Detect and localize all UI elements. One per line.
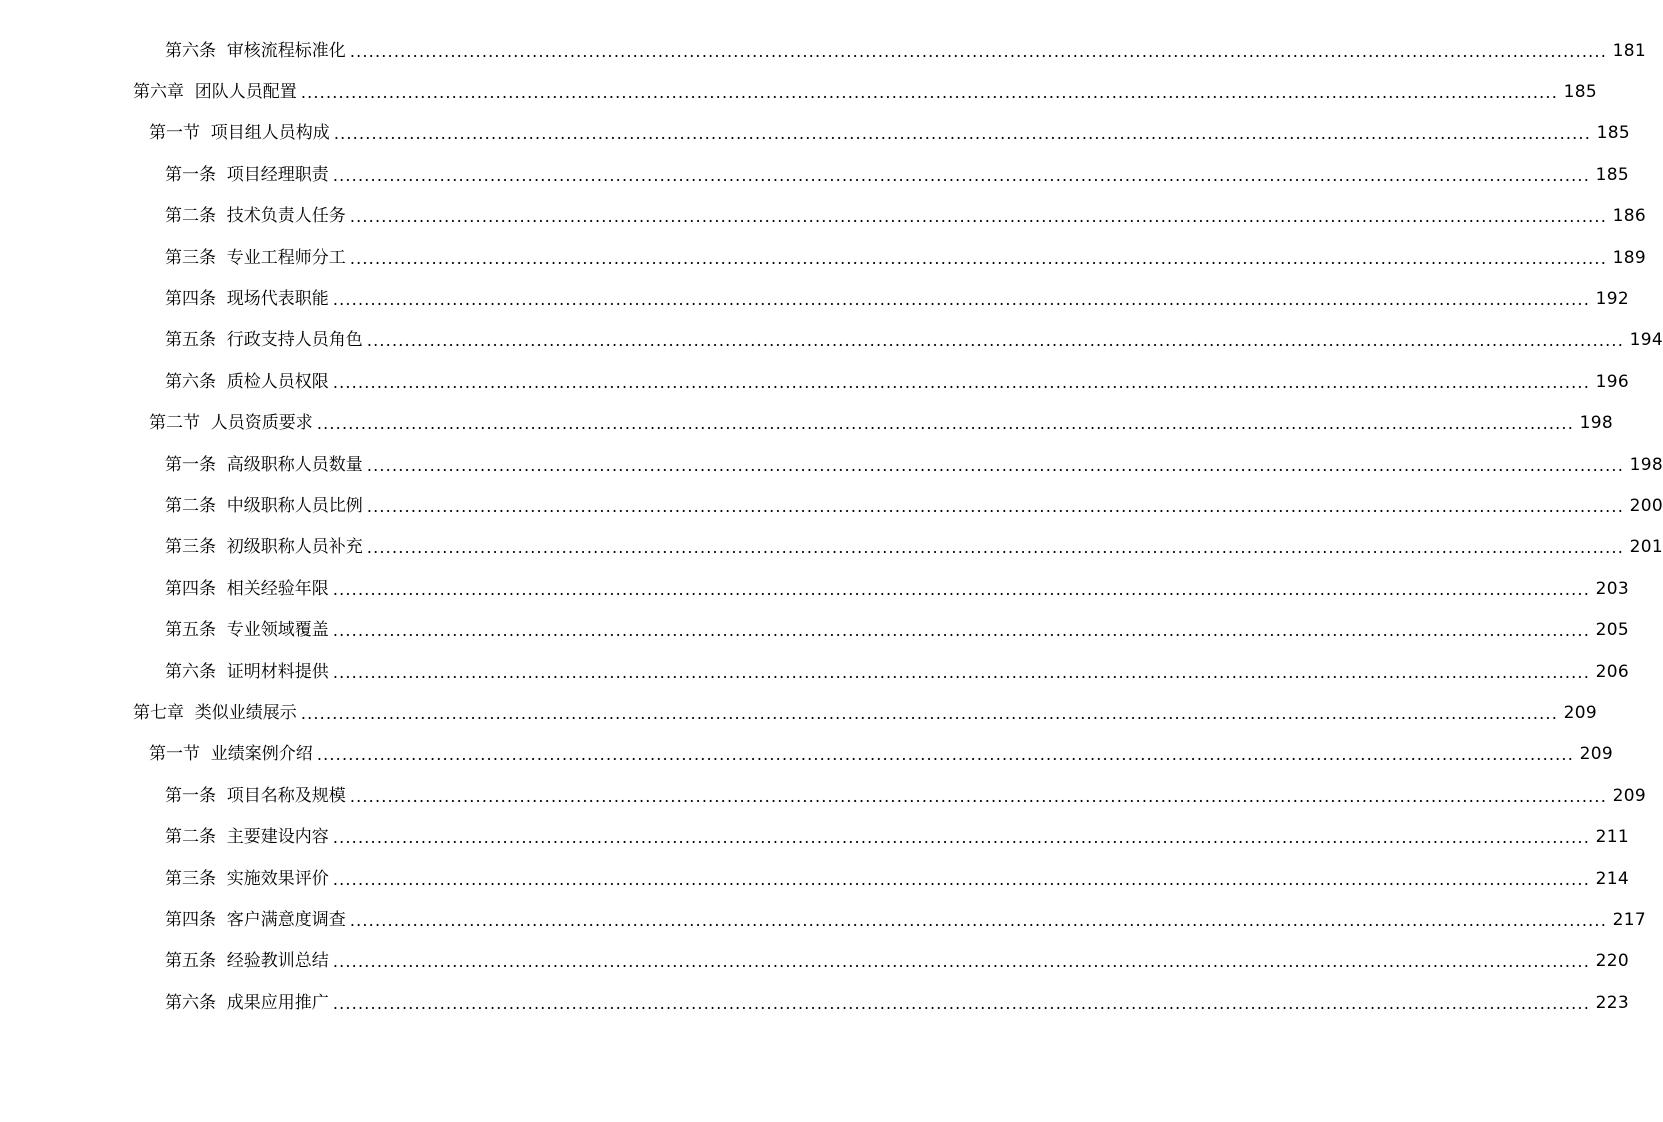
toc-dot-leader: ........................................................................................................................................................................................................ bbox=[349, 248, 1607, 268]
toc-dot-leader: ........................................................................................................................................................................................................ bbox=[349, 910, 1607, 930]
toc-entry-title: 第四条 现场代表职能 bbox=[165, 289, 329, 310]
toc-entry-title: 第三条 初级职称人员补充 bbox=[165, 537, 363, 558]
toc-entry-title: 第五条 行政支持人员角色 bbox=[165, 330, 363, 351]
toc-entry-page-number: 181 bbox=[1612, 40, 1646, 61]
toc-entry-article[interactable] bbox=[0, 775, 1646, 816]
toc-entry-title: 第六条 证明材料提供 bbox=[165, 661, 329, 682]
toc-entry-article[interactable] bbox=[0, 568, 1629, 609]
toc-entry-article[interactable] bbox=[0, 527, 1663, 568]
toc-entry-article[interactable] bbox=[0, 154, 1629, 195]
toc-entry-page-number: 200 bbox=[1629, 495, 1663, 516]
toc-dot-leader: ........................................................................................................................................................................................................ bbox=[349, 207, 1607, 227]
toc-entry-article[interactable] bbox=[0, 941, 1629, 982]
toc-entry-page-number: 209 bbox=[1612, 785, 1646, 806]
toc-entry-page-number: 201 bbox=[1629, 537, 1663, 558]
toc-entry-page-number: 220 bbox=[1595, 951, 1629, 972]
toc-entry-article[interactable] bbox=[0, 899, 1646, 940]
toc-entry-title: 第二条 中级职称人员比例 bbox=[165, 495, 363, 516]
toc-entry-title: 第一条 高级职称人员数量 bbox=[165, 454, 363, 475]
toc-dot-leader: ........................................................................................................................................................................................................ bbox=[332, 372, 1590, 392]
toc-entry-article[interactable] bbox=[0, 278, 1629, 319]
toc-entry-page-number: 196 bbox=[1595, 371, 1629, 392]
toc-entry-title: 第二条 技术负责人任务 bbox=[165, 206, 346, 227]
toc-entry-article[interactable] bbox=[0, 816, 1629, 857]
toc-entry-article[interactable] bbox=[0, 651, 1629, 692]
toc-entry-article[interactable] bbox=[0, 982, 1629, 1023]
toc-entry-page-number: 205 bbox=[1595, 620, 1629, 641]
toc-entry-title: 第一条 项目名称及规模 bbox=[165, 785, 346, 806]
toc-dot-leader: ........................................................................................................................................................................................................ bbox=[366, 331, 1624, 351]
toc-entry-section[interactable] bbox=[0, 734, 1613, 775]
toc-entry-section[interactable] bbox=[0, 403, 1613, 444]
toc-entry-article[interactable] bbox=[0, 444, 1663, 485]
toc-entry-article[interactable] bbox=[0, 858, 1629, 899]
toc-dot-leader: ........................................................................................................................................................................................................ bbox=[332, 579, 1590, 599]
toc-dot-leader: ........................................................................................................................................................................................................ bbox=[333, 124, 1591, 144]
toc-entry-title: 第三条 实施效果评价 bbox=[165, 868, 329, 889]
toc-entry-page-number: 203 bbox=[1595, 578, 1629, 599]
toc-entry-article[interactable] bbox=[0, 237, 1646, 278]
toc-dot-leader: ........................................................................................................................................................................................................ bbox=[300, 83, 1558, 103]
toc-entry-title: 第二节 人员资质要求 bbox=[149, 413, 313, 434]
toc-dot-leader: ........................................................................................................................................................................................................ bbox=[316, 745, 1574, 765]
toc-dot-leader: ........................................................................................................................................................................................................ bbox=[332, 662, 1590, 682]
toc-dot-leader: ........................................................................................................................................................................................................ bbox=[349, 786, 1607, 806]
toc-entry-title: 第六章 团队人员配置 bbox=[133, 82, 297, 103]
toc-dot-leader: ........................................................................................................................................................................................................ bbox=[332, 290, 1590, 310]
toc-entry-page-number: 189 bbox=[1612, 247, 1646, 268]
toc-entry-title: 第五条 专业领域覆盖 bbox=[165, 620, 329, 641]
toc-dot-leader: ........................................................................................................................................................................................................ bbox=[349, 41, 1607, 61]
toc-entry-title: 第三条 专业工程师分工 bbox=[165, 247, 346, 268]
toc-dot-leader: ........................................................................................................................................................................................................ bbox=[332, 621, 1590, 641]
toc-dot-leader: ........................................................................................................................................................................................................ bbox=[332, 828, 1590, 848]
toc-entry-title: 第七章 类似业绩展示 bbox=[133, 702, 297, 723]
toc-dot-leader: ........................................................................................................................................................................................................ bbox=[332, 165, 1590, 185]
toc-entry-page-number: 214 bbox=[1595, 868, 1629, 889]
toc-entry-title: 第一节 项目组人员构成 bbox=[149, 123, 330, 144]
toc-entry-chapter[interactable] bbox=[0, 692, 1597, 733]
toc-entry-page-number: 223 bbox=[1595, 992, 1629, 1013]
toc-dot-leader: ........................................................................................................................................................................................................ bbox=[300, 703, 1558, 723]
toc-entry-page-number: 185 bbox=[1563, 82, 1597, 103]
toc-entry-page-number: 211 bbox=[1595, 827, 1629, 848]
toc-entry-page-number: 186 bbox=[1612, 206, 1646, 227]
toc-entry-title: 第六条 质检人员权限 bbox=[165, 371, 329, 392]
toc-entry-title: 第二条 主要建设内容 bbox=[165, 827, 329, 848]
table-of-contents bbox=[0, 30, 1663, 1023]
toc-dot-leader: ........................................................................................................................................................................................................ bbox=[332, 869, 1590, 889]
toc-dot-leader: ........................................................................................................................................................................................................ bbox=[366, 455, 1624, 475]
toc-entry-article[interactable] bbox=[0, 320, 1663, 361]
toc-entry-page-number: 206 bbox=[1595, 661, 1629, 682]
toc-entry-chapter[interactable] bbox=[0, 71, 1597, 112]
toc-entry-title: 第六条 成果应用推广 bbox=[165, 992, 329, 1013]
toc-entry-title: 第五条 经验教训总结 bbox=[165, 951, 329, 972]
toc-entry-page-number: 185 bbox=[1595, 164, 1629, 185]
toc-entry-page-number: 185 bbox=[1596, 123, 1630, 144]
toc-entry-page-number: 209 bbox=[1579, 744, 1613, 765]
toc-entry-page-number: 217 bbox=[1612, 909, 1646, 930]
toc-dot-leader: ........................................................................................................................................................................................................ bbox=[332, 952, 1590, 972]
toc-entry-article[interactable] bbox=[0, 485, 1663, 526]
toc-entry-article[interactable] bbox=[0, 609, 1629, 650]
toc-entry-page-number: 198 bbox=[1579, 413, 1613, 434]
toc-dot-leader: ........................................................................................................................................................................................................ bbox=[316, 414, 1574, 434]
toc-entry-page-number: 192 bbox=[1595, 289, 1629, 310]
toc-dot-leader: ........................................................................................................................................................................................................ bbox=[366, 496, 1624, 516]
toc-entry-title: 第一节 业绩案例介绍 bbox=[149, 744, 313, 765]
toc-entry-section[interactable] bbox=[0, 113, 1630, 154]
toc-entry-article[interactable] bbox=[0, 196, 1646, 237]
toc-entry-page-number: 198 bbox=[1629, 454, 1663, 475]
toc-entry-page-number: 209 bbox=[1563, 702, 1597, 723]
toc-entry-title: 第六条 审核流程标准化 bbox=[165, 40, 346, 61]
toc-entry-title: 第一条 项目经理职责 bbox=[165, 164, 329, 185]
toc-entry-page-number: 194 bbox=[1629, 330, 1663, 351]
toc-dot-leader: ........................................................................................................................................................................................................ bbox=[366, 538, 1624, 558]
toc-entry-title: 第四条 客户满意度调查 bbox=[165, 909, 346, 930]
toc-dot-leader: ........................................................................................................................................................................................................ bbox=[332, 993, 1590, 1013]
toc-entry-title: 第四条 相关经验年限 bbox=[165, 578, 329, 599]
toc-entry-article[interactable] bbox=[0, 30, 1646, 71]
toc-entry-article[interactable] bbox=[0, 361, 1629, 402]
